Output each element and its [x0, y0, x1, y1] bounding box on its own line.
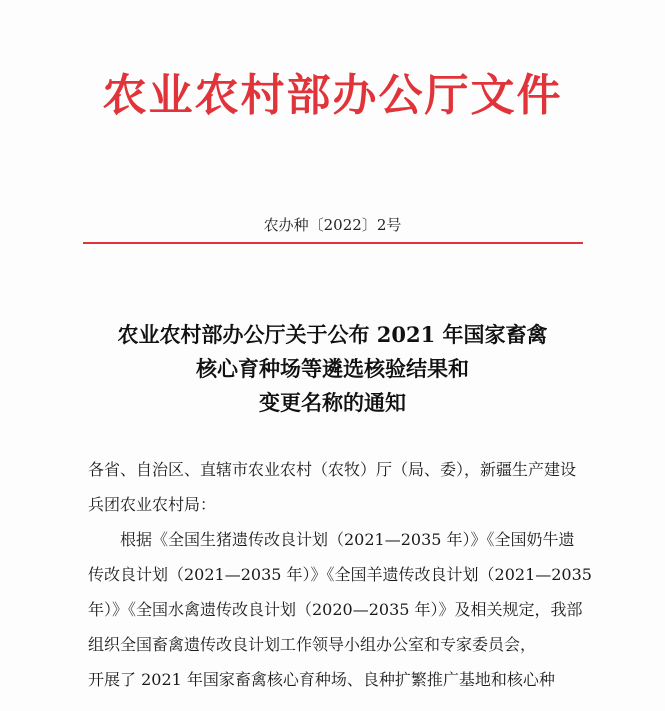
notice-title-line: 核心育种场等遴选核验结果和: [196, 356, 469, 381]
notice-title: [0, 318, 665, 420]
notice-title-line: 变更名称的通知: [259, 390, 406, 415]
paragraph-line: 组织全国畜禽遗传改良计划工作领导小组办公室和专家委员会，: [88, 635, 537, 654]
paragraph-line: 开展了 2021 年国家畜禽核心育种场、良种扩繁推广基地和核心种: [88, 670, 555, 689]
notice-title-line: 农业农村部办公厅关于公布 2021 年国家畜禽: [117, 322, 548, 347]
document-header-title: 农业农村部办公厅文件: [102, 70, 563, 121]
notice-body: [88, 452, 592, 697]
addressee-line: 各省、自治区、直辖市农业农村（农牧）厅（局、委），新疆生产建设: [88, 460, 577, 479]
paragraph-line: 传改良计划（2021—2035 年）》《全国羊遗传改良计划（2021—2035: [88, 565, 592, 584]
addressee-line: 兵团农业农村局：: [88, 495, 217, 514]
paragraph-line: 根据《全国生猪遗传改良计划（2021—2035 年）》《全国奶牛遗: [120, 530, 575, 549]
document-number: 农办种〔2022〕2号: [263, 216, 402, 234]
paragraph-line: 年）》《全国水禽遗传改良计划（2020—2035 年）》及相关规定，我部: [88, 600, 583, 619]
header-red-rule: [83, 242, 583, 244]
